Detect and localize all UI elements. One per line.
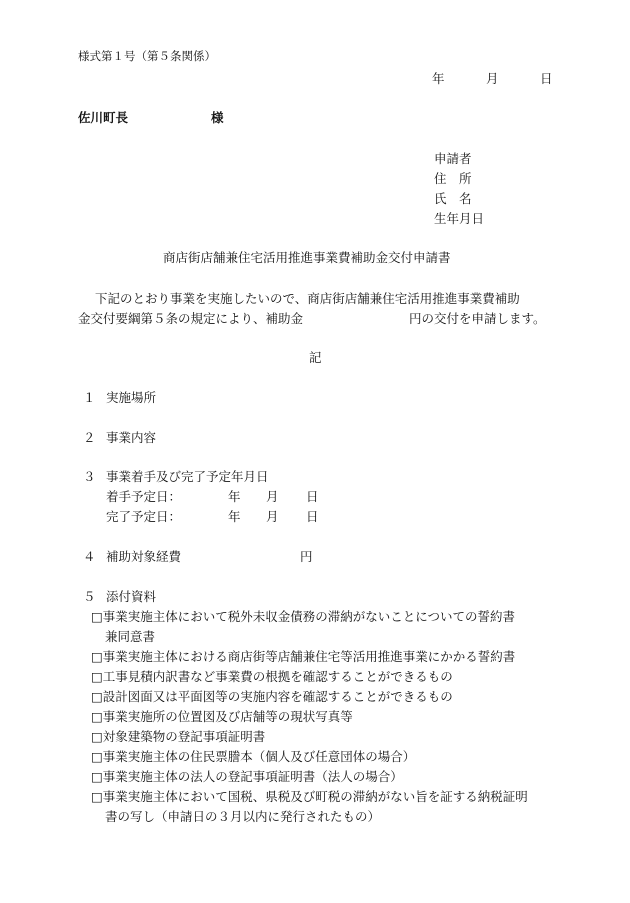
applicant-birthdate-label: 生年月日 — [434, 211, 485, 226]
attachment-item: □事業実施主体において税外未収金債務の滞納がないことについての誓約書 — [91, 609, 516, 624]
ki-heading: 記 — [309, 350, 322, 365]
item-3-label: 事業着手及び完了予定年月日 — [106, 469, 269, 484]
item-1-number: １ — [83, 390, 96, 405]
document-title: 商店街店舗兼住宅活用推進事業費補助金交付申請書 — [163, 250, 451, 265]
attachment-item-continuation: 書の写し（申請日の３月以内に発行されたもの） — [105, 809, 381, 824]
item-4-number: ４ — [83, 549, 96, 564]
end-date-month: 月 — [266, 509, 279, 524]
attachment-item: □事業実施主体の法人の登記事項証明書（法人の場合） — [91, 769, 403, 784]
start-date-label: 着手予定日： — [106, 489, 182, 504]
form-number: 様式第１号（第５条関係） — [78, 49, 216, 63]
body-line-2-end: 円の交付を申請します。 — [409, 311, 546, 326]
applicant-label: 申請者 — [434, 151, 472, 166]
addressee-honorific: 様 — [211, 110, 224, 125]
attachment-item: □事業実施主体において国税、県税及び町税の滞納がない旨を証する納税証明 — [91, 789, 528, 804]
attachment-item: □設計図面又は平面図等の実施内容を確認することができるもの — [91, 689, 453, 704]
addressee-name: 佐川町長 — [78, 110, 129, 125]
attachment-item-continuation: 兼同意書 — [105, 629, 156, 644]
item-2-number: ２ — [83, 430, 96, 445]
item-2-label: 事業内容 — [106, 430, 157, 445]
item-1-label: 実施場所 — [106, 390, 157, 405]
attachment-item: □事業実施主体の住民票謄本（個人及び任意団体の場合） — [91, 749, 416, 764]
start-date-year: 年 — [228, 489, 241, 504]
applicant-address-label: 住 所 — [434, 171, 472, 186]
body-line-1: 下記のとおり事業を実施したいので、商店街店舗兼住宅活用推進事業費補助 — [95, 291, 520, 306]
applicant-name-label: 氏 名 — [434, 191, 472, 206]
attachment-item: □事業実施主体における商店街等店舗兼住宅等活用推進事業にかかる誓約書 — [91, 649, 516, 664]
attachment-item: □工事見積内訳書など事業費の根拠を確認することができるもの — [91, 669, 453, 684]
item-5-number: ５ — [83, 589, 96, 604]
item-5-label: 添付資料 — [106, 589, 157, 604]
end-date-day: 日 — [306, 509, 319, 524]
attachment-item: □対象建築物の登記事項証明書 — [91, 729, 266, 744]
item-4-label: 補助対象経費 — [106, 549, 182, 564]
date-day-label: 日 — [540, 71, 553, 86]
item-4-unit: 円 — [300, 549, 313, 564]
body-line-2-start: 金交付要綱第５条の規定により、補助金 — [78, 311, 304, 326]
item-3-number: ３ — [83, 469, 96, 484]
start-date-month: 月 — [266, 489, 279, 504]
date-month-label: 月 — [486, 71, 499, 86]
date-year-label: 年 — [432, 71, 445, 86]
start-date-day: 日 — [306, 489, 319, 504]
attachment-item: □事業実施所の位置図及び店舗等の現状写真等 — [91, 709, 353, 724]
end-date-label: 完了予定日： — [106, 509, 182, 524]
end-date-year: 年 — [228, 509, 241, 524]
